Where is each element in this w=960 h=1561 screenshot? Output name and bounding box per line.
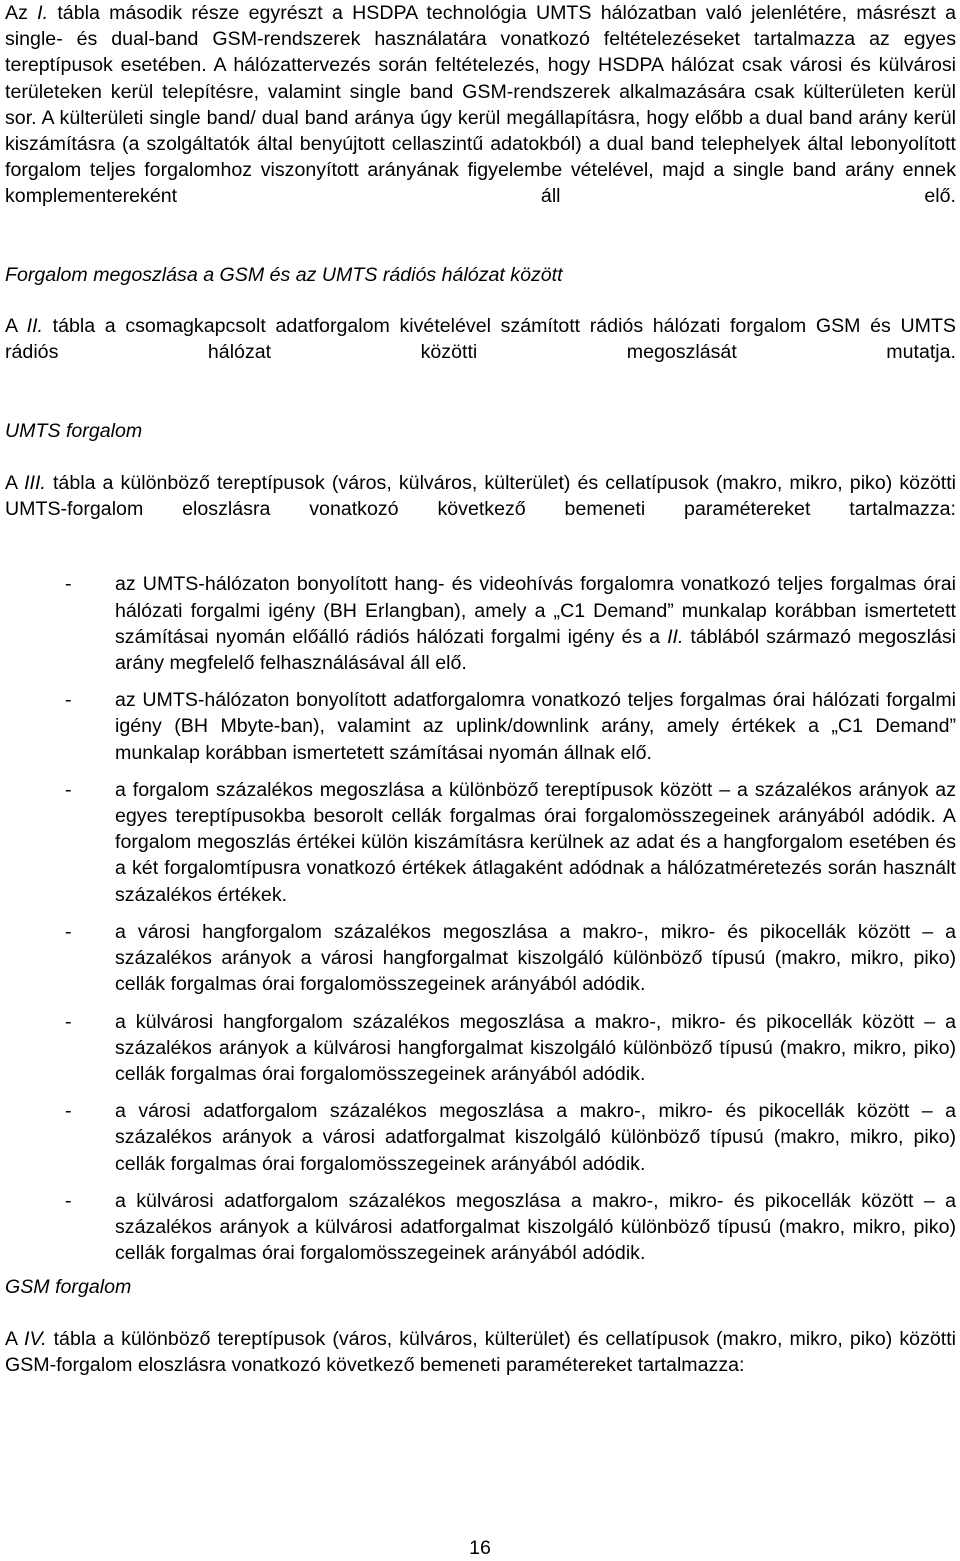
list-item xyxy=(5,777,956,908)
paragraph-table-iv xyxy=(5,1326,956,1378)
paragraph-text: Az xyxy=(5,2,38,24)
paragraph-text: tábla a csomagkapcsolt adatforgalom kivételével számított rádiós hálózati forgalom GSM és UMTS rádiós hálózat közötti megoszlását mutatja. xyxy=(5,315,956,364)
list-dash: - xyxy=(65,1100,72,1123)
umts-parameter-list xyxy=(5,571,956,1266)
paragraph-text: A xyxy=(5,1327,25,1350)
list-item xyxy=(5,571,956,676)
list-item xyxy=(5,1098,956,1177)
document-page xyxy=(5,0,956,1378)
list-item-text: a városi adatforgalom százalékos megoszlása a makro-, mikro- és pikocellák között – a százalékos arányok a városi adatforgalmat kiszolgáló különböző típusú (makro, mikro, piko) cellák forgalmas órai forgalomösszegeinek arányából adódik. xyxy=(115,1100,956,1175)
list-dash: - xyxy=(65,920,72,943)
list-dash: - xyxy=(65,1010,72,1033)
list-item xyxy=(5,1009,956,1088)
list-item-text: a külvárosi hangforgalom százalékos megoszlása a makro-, mikro- és pikocellák között – a százalékos arányok a külvárosi hangforgalmat kiszolgáló különböző típusú (makro, mikro, piko) cellák forgalmas órai forgalomösszegeinek arányából adódik. xyxy=(115,1010,956,1085)
paragraph-text: tábla második része egyrészt a HSDPA technológia UMTS hálózatban való jelenlétére, másrészt a single- és dual-band GSM-rendszerek használatára vonatkozó feltételezéseket tartalmazza az egyes tereptípusok esetében. A hálózattervezés során feltételezés, hogy HSDPA hálózat csak városi és külvárosi területeken kerül telepítésre, valamint single band GSM-rendszerek alkalmazására csak külterületen kerül sor. A külterületi single band/ dual band aránya úgy kerül megállapításra, hogy előbb a dual band arány kerül kiszámításra (a szolgáltatók által benyújtott cellaszintű adatokból) a dual band telephelyek által lebonyolított forgalom teljes forgalomhoz viszonyított arányának figyelembe vételével, majd a single band arány ennek komplementereként áll elő. xyxy=(5,2,956,208)
list-dash: - xyxy=(65,778,72,801)
section-heading-gsm: GSM forgalom xyxy=(5,1276,132,1299)
table-reference: II. xyxy=(667,625,684,648)
list-item-text: az UMTS-hálózaton bonyolított hang- és videohívás forgalomra vonatkozó teljes forgalmas órai hálózati forgalmi igény (BH Erlangban), amely a „C1 Demand” munkalap korábban ismertetett számításai nyomán előálló rádiós hálózati forgalmi igény és a xyxy=(115,573,956,648)
section-heading-umts: UMTS forgalom xyxy=(5,419,143,442)
list-item-text: táblából származó megoszlási arány megfelelő felhasználásával áll elő. xyxy=(115,625,957,675)
list-item xyxy=(5,687,956,766)
page-number: 16 xyxy=(469,1537,491,1559)
table-reference: IV. xyxy=(24,1327,47,1350)
table-reference: II. xyxy=(26,315,43,338)
list-dash: - xyxy=(65,573,72,596)
paragraph-text: A xyxy=(5,471,25,494)
paragraph-text: A xyxy=(5,315,27,338)
paragraph-table-ii xyxy=(5,313,956,392)
section-heading-traffic-split: Forgalom megoszlása a GSM és az UMTS rádiós hálózat között xyxy=(5,263,563,286)
paragraph-text: tábla a különböző tereptípusok (város, külváros, külterület) és cellatípusok (makro, mikro, piko) közötti GSM-forgalom eloszlásra vonatkozó következő bemeneti paramétereket tartalmazza: xyxy=(5,1327,957,1376)
list-item-text: a külvárosi adatforgalom százalékos megoszlása a makro-, mikro- és pikocellák között – a százalékos arányok a külvárosi adatforgalmat kiszolgáló különböző típusú (makro, mikro, piko) cellák forgalmas órai forgalomösszegeinek arányából adódik. xyxy=(115,1189,956,1265)
list-dash: - xyxy=(65,689,72,712)
list-item-text: a forgalom százalékos megoszlása a különböző tereptípusok között – a százalékos arányok az egyes tereptípusokba besorolt cellák forgalmas órai forgalomösszegeinek arányából adódik. A forgalom megoszlás értékei külön kiszámításra kerülnek az adat és a hangforgalom esetében és a két forgalomtípusra vonatkozó értékek átlagaként adódnak a hálózatméretezés során használt százalékos értékek. xyxy=(115,778,956,906)
list-item xyxy=(5,919,956,998)
list-item-text: az UMTS-hálózaton bonyolított adatforgalomra vonatkozó teljes forgalmas órai hálózati forgalmi igény (BH Mbyte-ban), valamint az uplink/downlink arány, amely értékek a „C1 Demand” munkalap korábban ismertetett számításai nyomán állnak elő. xyxy=(115,689,956,764)
list-item xyxy=(5,1188,956,1267)
paragraph-text: tábla a különböző tereptípusok (város, külváros, külterület) és cellatípusok (makro, mikro, piko) közötti UMTS-forgalom eloszlásra vonatkozó következő bemeneti paramétereket tartalmazza: xyxy=(5,471,956,521)
list-dash: - xyxy=(65,1189,72,1212)
paragraph-table-iii xyxy=(5,470,956,549)
paragraph-hsdpa xyxy=(5,0,956,236)
list-item-text: a városi hangforgalom százalékos megoszlása a makro-, mikro- és pikocellák között – a százalékos arányok a városi hangforgalmat kiszolgáló különböző típusú (makro, mikro, piko) cellák forgalmas órai forgalomösszegeinek arányából adódik. xyxy=(115,920,956,996)
table-reference: III. xyxy=(24,471,46,494)
table-reference: I. xyxy=(37,2,49,24)
